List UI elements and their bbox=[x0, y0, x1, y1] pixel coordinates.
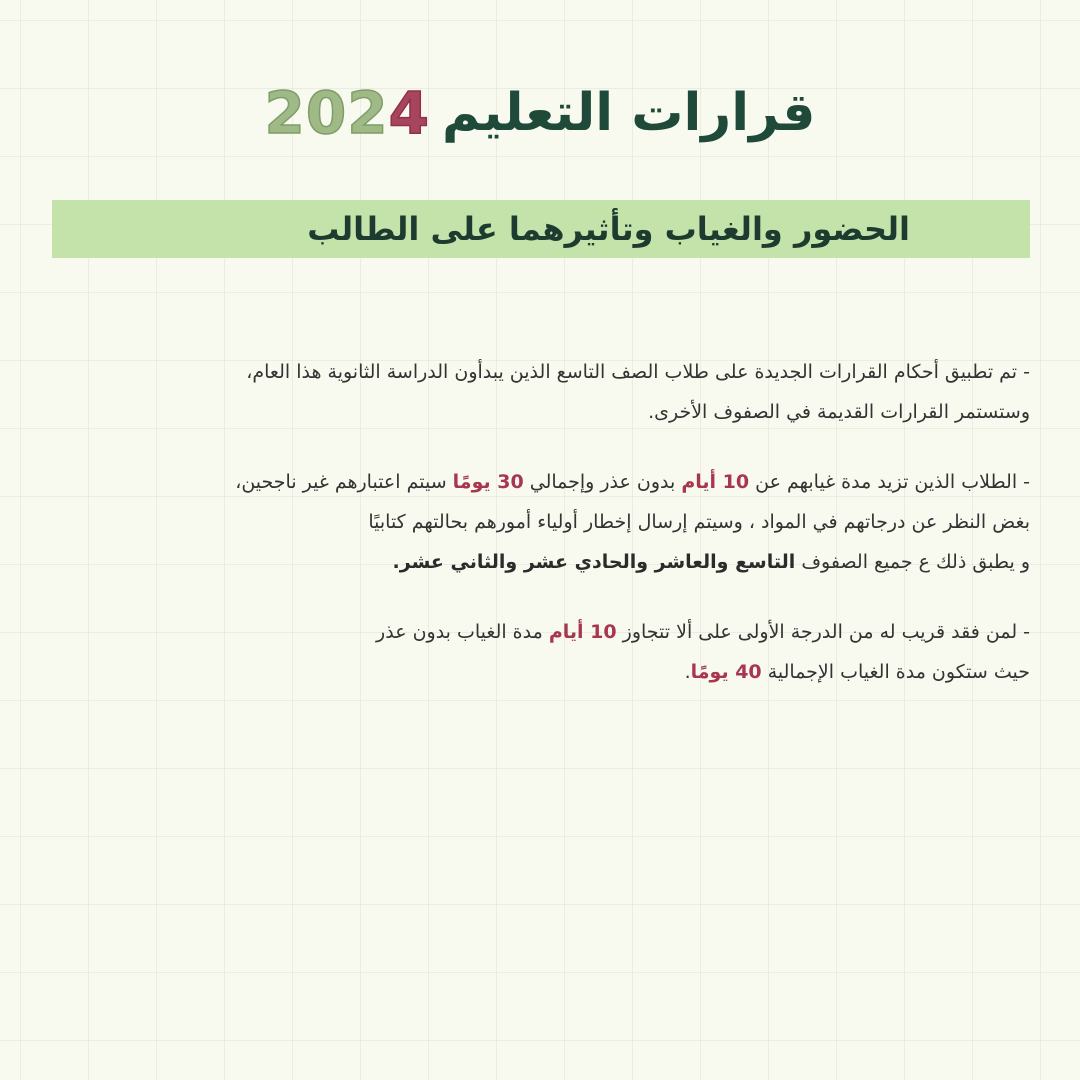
paragraph-3-line-2 bbox=[50, 652, 1030, 692]
page-title bbox=[0, 78, 1080, 148]
p2-grades-list: التاسع والعاشر والحادي عشر والثاني عشر. bbox=[392, 551, 796, 573]
p3-highlight-total: 40 يومًا bbox=[690, 661, 762, 683]
title-year bbox=[264, 79, 430, 147]
p2-text-grades-intro: و يطبق ذلك ع جميع الصفوف bbox=[795, 551, 1030, 573]
p3-text-a: - لمن فقد قريب له من الدرجة الأولى على ألا تتجاوز bbox=[616, 621, 1030, 643]
paragraph-1 bbox=[50, 352, 1030, 432]
paragraph-1-line-2: وستستمر القرارات القديمة في الصفوف الأخرى. bbox=[648, 401, 1030, 423]
paragraph-2-line-2: بغض النظر عن درجاتهم في المواد ، وسيتم إرسال إخطار أولياء أمورهم بحالتهم كتابيًا bbox=[368, 511, 1030, 533]
paragraph-2-line-1 bbox=[50, 462, 1030, 502]
paragraph-3 bbox=[50, 612, 1030, 692]
p3-period: . bbox=[684, 661, 691, 683]
paragraph-3-line-1 bbox=[50, 612, 1030, 652]
p2-text-c: بدون عذر وإجمالي bbox=[523, 471, 682, 493]
body-content bbox=[50, 352, 1030, 722]
p3-highlight-days: 10 أيام bbox=[548, 621, 617, 643]
p3-text-total-intro: حيث ستكون مدة الغياب الإجمالية bbox=[761, 661, 1030, 683]
subtitle-text: الحضور والغياب وتأثيرهما على الطالب bbox=[307, 210, 910, 248]
title-text: قرارات التعليم bbox=[441, 83, 816, 143]
p2-highlight-days: 10 أيام bbox=[681, 471, 750, 493]
title-year-accent: 4 bbox=[388, 79, 430, 147]
subtitle-banner bbox=[52, 200, 1030, 258]
paragraph-1-line-1: - تم تطبيق أحكام القرارات الجديدة على طلاب الصف التاسع الذين يبدأون الدراسة الثانوية هذا العام، bbox=[246, 361, 1030, 383]
paragraph-2 bbox=[50, 462, 1030, 582]
p2-text-e: سيتم اعتبارهم غير ناجحين، bbox=[235, 471, 453, 493]
p3-text-c: مدة الغياب بدون عذر bbox=[376, 621, 549, 643]
p2-highlight-total: 30 يومًا bbox=[452, 471, 524, 493]
paragraph-2-line-3 bbox=[50, 542, 1030, 582]
title-year-main: 202 bbox=[264, 79, 389, 147]
p2-text-a: - الطلاب الذين تزيد مدة غيابهم عن bbox=[749, 471, 1030, 493]
